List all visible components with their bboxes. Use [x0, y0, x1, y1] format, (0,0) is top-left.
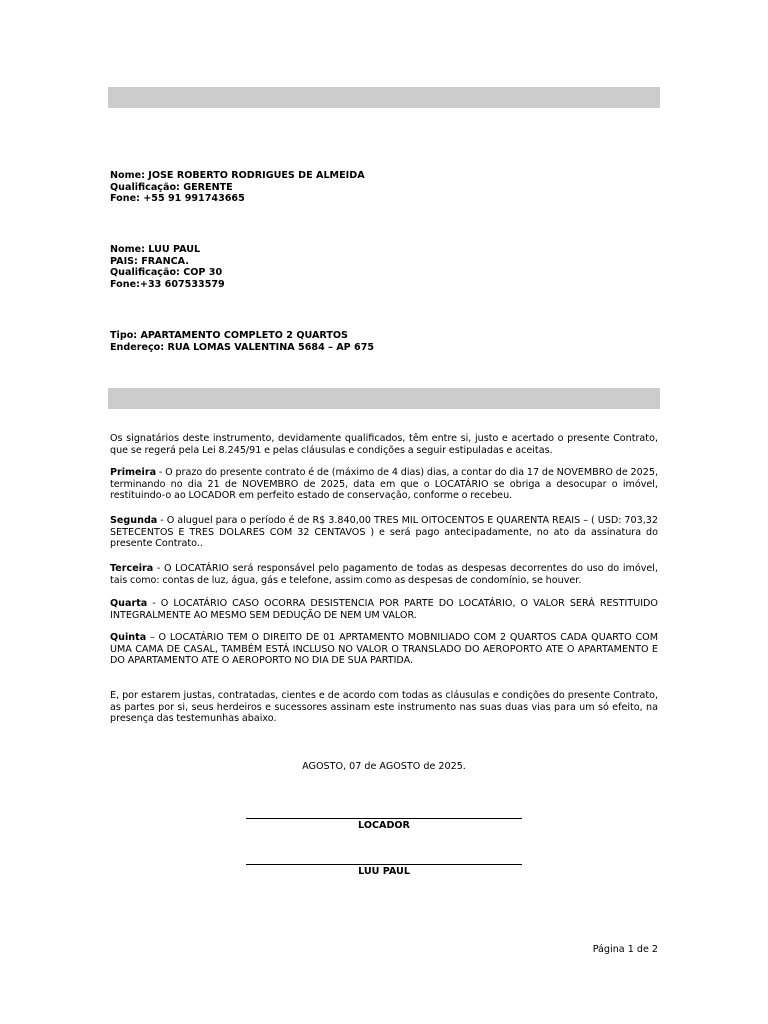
imovel-info [110, 330, 658, 353]
clause-text: - O LOCATÁRIO CASO OCORRA DESISTENCIA POR PARTE DO LOCATÁRIO, O VALOR SERÁ RESTITUIDO INTEGRALMENTE AO MESMO SEM DEDUÇÃO DE NEM UM VALOR. [110, 598, 658, 621]
clause-primeira [110, 467, 658, 502]
locatario-fone: Fone:+33 607533579 [110, 278, 225, 290]
clause-text: - O prazo do presente contrato é de (máximo de 4 dias) dias, a contar do dia 17 de NOVEMBRO de 2025, terminando no dia 21 de NOVEMBRO de 2025, data em que o LOCATÁRIO se obriga a desocupar o imóvel, restituindo-o ao LOCADOR em perfeito estado de conservação, conforme o recebeu. [110, 467, 658, 501]
signature-line-locatario [246, 864, 522, 865]
signature-line-locador [246, 818, 522, 819]
locador-info [110, 170, 658, 205]
locador-qualificacao: Qualificação: GERENTE [110, 181, 233, 193]
locador-nome: Nome: JOSE ROBERTO RODRIGUES DE ALMEIDA [110, 170, 365, 181]
clause-title: Terceira [110, 563, 154, 574]
signature-label-locador: LOCADOR [358, 820, 410, 831]
locatario-info [110, 244, 658, 290]
clause-segunda [110, 515, 658, 550]
clause-title: Segunda [110, 515, 158, 526]
clause-text: - O LOCATÁRIO será responsável pelo pagamento de todas as despesas decorrentes do uso do imóvel, tais como: contas de luz, água, gás e telefone, assim como as despesas de condomínio, se houver. [110, 563, 658, 586]
clause-text: - O aluguel para o período é de R$ 3.840,00 TRES MIL OITOCENTOS E QUARENTA REAIS – ( USD: 703,32 SETECENTOS E TRES DOLARES COM 32 CENTAVOS ) e será pago antecipadamente, no ato da assinatura do presente Contrato.. [110, 515, 658, 549]
contract-date: AGOSTO, 07 de AGOSTO de 2025. [302, 761, 466, 772]
clause-quarta [110, 598, 658, 621]
clause-quinta [110, 632, 658, 667]
signature-label-locatario: LUU PAUL [358, 866, 410, 877]
imovel-endereco: Endereço: RUA LOMAS VALENTINA 5684 – AP 675 [110, 341, 375, 353]
section-bar [108, 388, 660, 409]
clause-title: Quinta [110, 632, 147, 643]
imovel-tipo: Tipo: APARTAMENTO COMPLETO 2 QUARTOS [110, 330, 348, 341]
locatario-qualificacao: Qualificação: COP 30 [110, 267, 223, 278]
locatario-pais: PAIS: FRANCA. [110, 255, 189, 267]
locador-fone: Fone: +55 91 991743665 [110, 193, 245, 204]
clause-title: Quarta [110, 598, 148, 609]
clause-text: – O LOCATÁRIO TEM O DIREITO DE 01 APRTAMENTO MOBNILIADO COM 2 QUARTOS CADA QUARTO COM UMA CAMA DE CASAL, TAMBÉM ESTÁ INCLUSO NO VALOR O TRANSLADO DO AEROPORTO ATE O APARTAMENTO E DO APARTAMENTO ATE O AEROPORTO NO DIA DE SUA PARTIDA. [110, 632, 658, 666]
contract-intro: Os signatários deste instrumento, devidamente qualificados, têm entre si, justo e acertado o presente Contrato, que se regerá pela Lei 8.245/91 e pelas cláusulas e condições a seguir estipuladas e aceitas. [110, 433, 658, 456]
clause-terceira [110, 563, 658, 586]
page-number: Página 1 de 2 [592, 944, 658, 955]
contract-closing: E, por estarem justas, contratadas, cientes e de acordo com todas as cláusulas e condições do presente Contrato, as partes por si, seus herdeiros e sucessores assinam este instrumento nas suas duas vias para um só efeito, na presença das testemunhas abaixo. [110, 690, 658, 724]
locatario-nome: Nome: LUU PAUL [110, 244, 201, 255]
clause-title: Primeira [110, 467, 157, 478]
header-bar [108, 87, 660, 108]
